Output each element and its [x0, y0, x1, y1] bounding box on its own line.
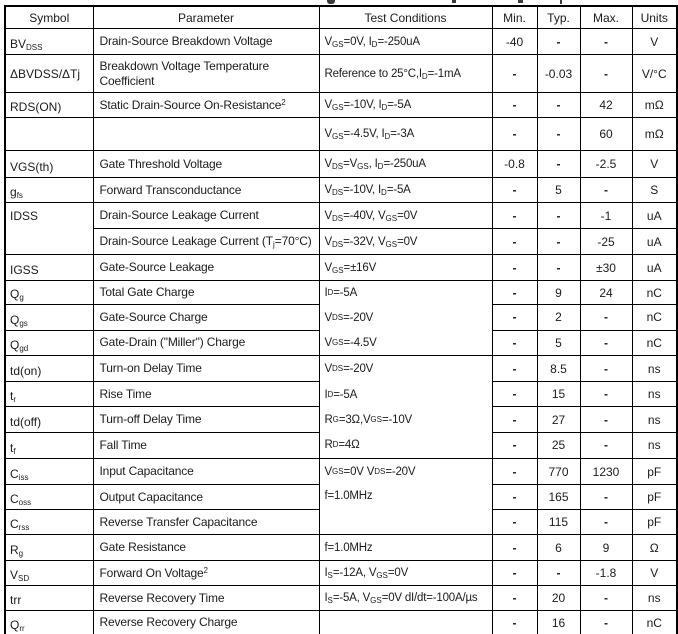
conditions-cell: I D =-5A V DS =-20V V GS =-4.5V: [319, 281, 492, 356]
table-row: [5, 561, 677, 586]
col-header-test-conditions: Test Conditions: [319, 6, 492, 29]
units-cell: ns: [632, 407, 677, 432]
parameter-cell: Gate Threshold Voltage: [93, 151, 319, 178]
min-cell: -: [492, 356, 537, 382]
max-cell: -: [580, 586, 632, 611]
units-cell: Ω: [632, 535, 677, 561]
table-row: [5, 151, 677, 178]
symbol-cell: trr: [5, 586, 93, 611]
max-cell: -: [580, 510, 632, 535]
conditions-cell: Reference to $25^\circ C,I_D=-1mA$: [319, 55, 492, 93]
units-cell: ns: [632, 432, 677, 458]
header-row: [5, 6, 677, 29]
typ-cell: 20: [537, 586, 580, 611]
conditions-cell: $I_S=-5A$, $V_{GS}=0V$ dI/dt=-100A/µs: [319, 586, 492, 611]
min-cell: -: [492, 305, 537, 330]
min-cell: -: [492, 118, 537, 151]
table-row: [5, 55, 677, 93]
parameter-cell: Gate Resistance: [93, 535, 319, 561]
conditions-cell: V GS =0V V DS =-20V f=1.0MHz: [319, 459, 492, 535]
parameter-cell: Turn-on Delay Time: [93, 356, 319, 382]
symbol-cell: [5, 118, 93, 151]
symbol-cell: IGSS: [5, 255, 93, 281]
max-cell: -1: [580, 203, 632, 229]
min-cell: -: [492, 611, 537, 634]
col-header-parameter: Parameter: [93, 6, 319, 29]
parameter-cell: Input Capacitance: [93, 459, 319, 485]
max-cell: ±30: [580, 255, 632, 281]
max-cell: -: [580, 485, 632, 510]
min-cell: -: [492, 281, 537, 305]
table-row: [5, 356, 677, 382]
min-cell: -: [492, 229, 537, 255]
min-cell: -0.8: [492, 151, 537, 178]
conditions-cell: $I_S=-12A$, $V_{GS}=0V$: [319, 561, 492, 586]
typ-cell: 5: [537, 330, 580, 355]
table-row: [5, 118, 677, 151]
table-row: [5, 255, 677, 281]
table-row: [5, 203, 677, 229]
typ-cell: 8.5: [537, 356, 580, 382]
symbol-cell: td(off): [5, 407, 93, 432]
min-cell: -: [492, 330, 537, 355]
symbol-cell: $t_r$: [5, 382, 93, 407]
min-cell: -: [492, 407, 537, 432]
min-cell: -: [492, 586, 537, 611]
typ-cell: 15: [537, 382, 580, 407]
typ-cell: 2: [537, 305, 580, 330]
max-cell: -: [580, 178, 632, 203]
units-cell: uA: [632, 203, 677, 229]
symbol-cell: $t_f$: [5, 432, 93, 458]
typ-cell: -: [537, 255, 580, 281]
symbol-cell: $C_{rss}$: [5, 510, 93, 535]
parameter-cell: Total Gate Charge: [93, 281, 319, 305]
min-cell: -: [492, 510, 537, 535]
units-cell: nC: [632, 611, 677, 634]
units-cell: uA: [632, 255, 677, 281]
typ-cell: 9: [537, 281, 580, 305]
symbol-cell: $g_{fs}$: [5, 178, 93, 203]
parameter-cell: Drain-Source Leakage Current: [93, 203, 319, 229]
col-header-symbol: Symbol: [5, 6, 93, 29]
units-cell: mΩ: [632, 118, 677, 151]
min-cell: -: [492, 485, 537, 510]
units-cell: V: [632, 151, 677, 178]
max-cell: -: [580, 330, 632, 355]
units-cell: uA: [632, 229, 677, 255]
max-cell: -: [580, 407, 632, 432]
parameter-cell: Forward On Voltage$^2$: [93, 561, 319, 586]
min-cell: -40: [492, 29, 537, 55]
conditions-cell: $V_{GS}=0V$, $I_D=-250uA$: [319, 29, 492, 55]
max-cell: 42: [580, 93, 632, 118]
max-cell: 1230: [580, 459, 632, 485]
table-row: [5, 459, 677, 485]
parameter-cell: Forward Transconductance: [93, 178, 319, 203]
max-cell: 9: [580, 535, 632, 561]
symbol-cell: VGS(th): [5, 151, 93, 178]
units-cell: S: [632, 178, 677, 203]
max-cell: -25: [580, 229, 632, 255]
min-cell: -: [492, 203, 537, 229]
typ-cell: 27: [537, 407, 580, 432]
conditions-cell: $V_{GS}=-4.5V$, $I_D=-3A$: [319, 118, 492, 151]
symbol-cell: $Q_{rr}$: [5, 611, 93, 634]
min-cell: -: [492, 178, 537, 203]
units-cell: nC: [632, 281, 677, 305]
min-cell: -: [492, 93, 537, 118]
symbol-cell: IDSS: [5, 203, 93, 255]
max-cell: -: [580, 356, 632, 382]
typ-cell: -: [537, 118, 580, 151]
typ-cell: -: [537, 29, 580, 55]
symbol-cell: $Q_{gd}$: [5, 330, 93, 355]
table-row: [5, 611, 677, 634]
table-row: [5, 29, 677, 55]
typ-cell: -: [537, 229, 580, 255]
typ-cell: -0.03: [537, 55, 580, 93]
max-cell: 24: [580, 281, 632, 305]
max-cell: -: [580, 29, 632, 55]
units-cell: ns: [632, 586, 677, 611]
col-header-units: Units: [632, 6, 677, 29]
min-cell: -: [492, 561, 537, 586]
table-body: [5, 29, 677, 634]
units-cell: V: [632, 561, 677, 586]
typ-cell: 16: [537, 611, 580, 634]
parameter-cell: Rise Time: [93, 382, 319, 407]
conditions-cell: $V_{DS}=-32V$, $V_{GS}=0V$: [319, 229, 492, 255]
min-cell: -: [492, 255, 537, 281]
typ-cell: -: [537, 93, 580, 118]
table-row: [5, 178, 677, 203]
parameter-cell: Turn-off Delay Time: [93, 407, 319, 432]
parameter-cell: Gate-Drain ("Miller") Charge: [93, 330, 319, 355]
symbol-cell: $C_{oss}$: [5, 485, 93, 510]
symbol-cell: RDS(ON): [5, 93, 93, 118]
typ-cell: 770: [537, 459, 580, 485]
typ-cell: -: [537, 203, 580, 229]
parameter-cell: Reverse Recovery Time: [93, 586, 319, 611]
typ-cell: 165: [537, 485, 580, 510]
parameter-cell: Reverse Recovery Charge: [93, 611, 319, 634]
conditions-cell: $V_{DS}=V_{GS}$, $I_D=-250uA$: [319, 151, 492, 178]
typ-cell: 5: [537, 178, 580, 203]
parameter-cell: Fall Time: [93, 432, 319, 458]
parameter-cell: Drain-Source Leakage Current $(T_j=70^\circ C)$: [93, 229, 319, 255]
max-cell: -2.5: [580, 151, 632, 178]
col-header-max: Max.: [580, 6, 632, 29]
units-cell: V: [632, 29, 677, 55]
symbol-cell: td(on): [5, 356, 93, 382]
symbol-cell: ΔBVDSS/ΔTj: [5, 55, 93, 93]
conditions-cell: [319, 611, 492, 634]
typ-cell: 6: [537, 535, 580, 561]
units-cell: pF: [632, 485, 677, 510]
symbol-cell: $Q_{gs}$: [5, 305, 93, 330]
col-header-typ: Typ.: [537, 6, 580, 29]
min-cell: -: [492, 382, 537, 407]
typ-cell: -: [537, 151, 580, 178]
parameter-cell: [93, 118, 319, 151]
symbol-cell: $V_{SD}$: [5, 561, 93, 586]
units-cell: ns: [632, 356, 677, 382]
max-cell: -: [580, 611, 632, 634]
table-row: [5, 93, 677, 118]
typ-cell: -: [537, 561, 580, 586]
max-cell: -: [580, 432, 632, 458]
typ-cell: 115: [537, 510, 580, 535]
parameter-cell: Static Drain-Source On-Resistance$^2$: [93, 93, 319, 118]
parameter-cell: Output Capacitance: [93, 485, 319, 510]
max-cell: -: [580, 305, 632, 330]
min-cell: -: [492, 535, 537, 561]
conditions-cell: $V_{DS}=-40V$, $V_{GS}=0V$: [319, 203, 492, 229]
max-cell: -1.8: [580, 561, 632, 586]
typ-cell: 25: [537, 432, 580, 458]
col-header-min: Min.: [492, 6, 537, 29]
electrical-characteristics-table: [4, 5, 678, 634]
table-row: [5, 535, 677, 561]
max-cell: -: [580, 55, 632, 93]
min-cell: -: [492, 55, 537, 93]
min-cell: -: [492, 432, 537, 458]
conditions-cell: $V_{GS}=\pm 16V$: [319, 255, 492, 281]
parameter-cell: Breakdown Voltage Temperature Coefficient: [93, 55, 319, 93]
conditions-cell: V DS =-20V I D =-5A R G =3Ω,V GS =-10V R D =4Ω: [319, 356, 492, 459]
table-row: [5, 586, 677, 611]
units-cell: pF: [632, 459, 677, 485]
units-cell: mΩ: [632, 93, 677, 118]
conditions-cell: $V_{GS}=-10V$, $I_D=-5A$: [319, 93, 492, 118]
units-cell: V/°C: [632, 55, 677, 93]
table-row: [5, 281, 677, 305]
units-cell: ns: [632, 382, 677, 407]
conditions-cell: $V_{DS}=-10V$, $I_D=-5A$: [319, 178, 492, 203]
units-cell: nC: [632, 330, 677, 355]
symbol-cell: $C_{iss}$: [5, 459, 93, 485]
parameter-cell: Gate-Source Charge: [93, 305, 319, 330]
parameter-cell: Reverse Transfer Capacitance: [93, 510, 319, 535]
symbol-cell: $R_g$: [5, 535, 93, 561]
conditions-cell: f=1.0MHz: [319, 535, 492, 561]
units-cell: nC: [632, 305, 677, 330]
parameter-cell: Gate-Source Leakage: [93, 255, 319, 281]
min-cell: -: [492, 459, 537, 485]
units-cell: pF: [632, 510, 677, 535]
symbol-cell: $Q_g$: [5, 281, 93, 305]
parameter-cell: Drain-Source Breakdown Voltage: [93, 29, 319, 55]
max-cell: 60: [580, 118, 632, 151]
max-cell: -: [580, 382, 632, 407]
table-row: [5, 229, 677, 255]
symbol-cell: $BV_{DSS}$: [5, 29, 93, 55]
